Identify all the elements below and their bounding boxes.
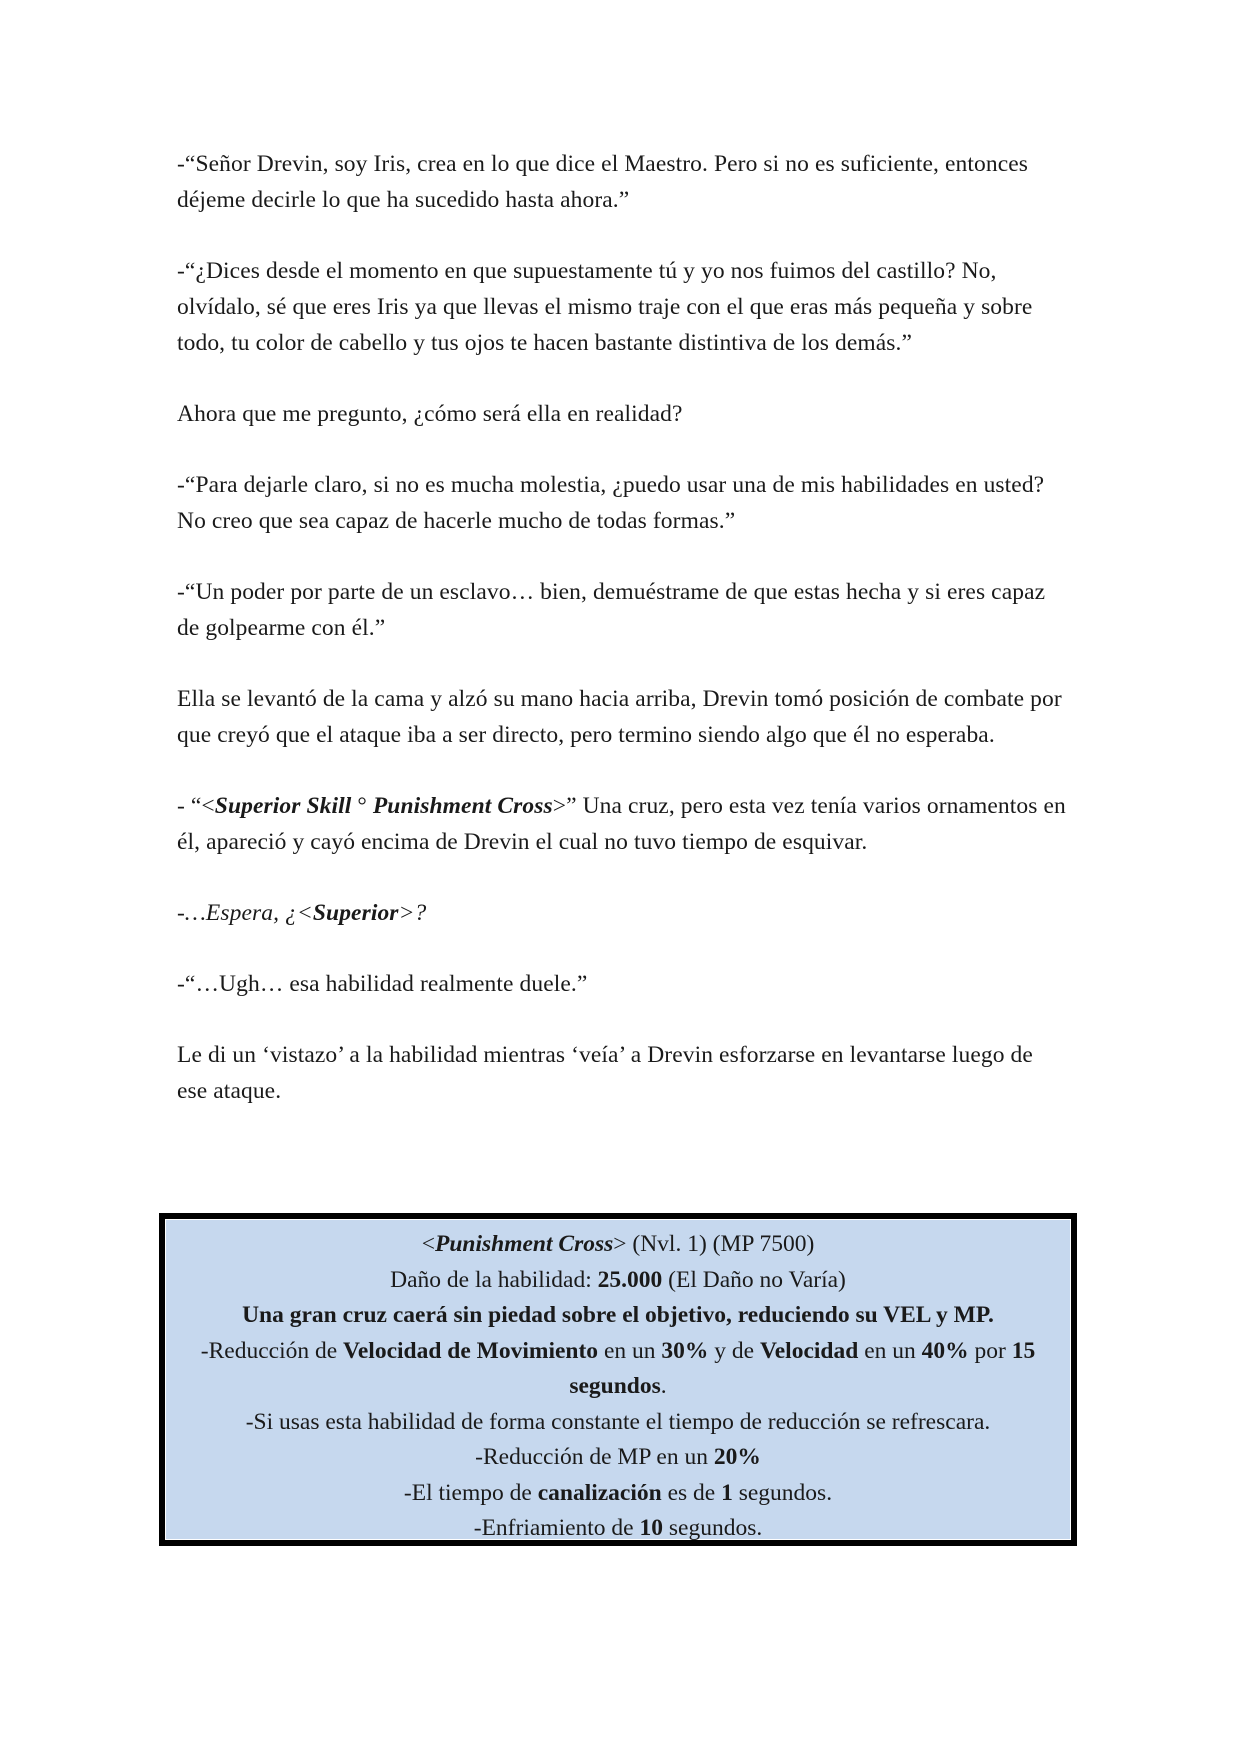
paragraph-text: - “< — [177, 793, 215, 819]
cooldown-text: -Enfriamiento de — [473, 1515, 640, 1541]
skill-cooldown-line — [174, 1511, 1062, 1547]
skill-title-bracket: < — [421, 1231, 435, 1257]
speed-text: -Reducción de — [200, 1337, 344, 1364]
speed-text: por — [968, 1337, 1012, 1364]
skill-description: Una gran cruz caerá sin piedad sobre el objetivo, reduciendo su VEL y MP. — [242, 1302, 994, 1328]
speed-stat-speed: Velocidad — [759, 1337, 859, 1364]
skill-title-line — [174, 1227, 1062, 1263]
paragraph-1 — [177, 146, 1067, 218]
skill-rank-name: Superior — [312, 900, 399, 926]
speed-duration: 15 segundos — [569, 1337, 1036, 1399]
skill-rank-name: Superior Skill — [214, 793, 352, 819]
paragraph-4 — [177, 467, 1067, 539]
paragraph-text: >? — [398, 900, 427, 926]
skill-speed-line — [174, 1334, 1062, 1405]
skill-info-content — [165, 1219, 1071, 1540]
paragraph-2 — [177, 253, 1067, 361]
speed-text: y de — [708, 1337, 760, 1364]
paragraph-3 — [177, 396, 1067, 432]
channel-text: segundos. — [732, 1479, 833, 1506]
paragraph-7-skill-cast — [177, 788, 1067, 860]
paragraph-text: -“Señor Drevin, soy Iris, crea en lo que dice el Maestro. Pero si no es suficiente, entonces déjeme decirle lo que ha sucedido hasta ahora.” — [177, 151, 1029, 213]
skill-channel-line — [174, 1476, 1062, 1512]
paragraph-9 — [177, 966, 1067, 1002]
damage-note: (El Daño no Varía) — [662, 1266, 846, 1293]
document-body — [177, 146, 1067, 1144]
speed-text: en un — [598, 1337, 662, 1364]
paragraph-text: Ella se levantó de la cama y alzó su mano hacia arriba, Drevin tomó posición de combate por que creyó que el ataque iba a ser directo, pero termino siendo algo que él no esperaba. — [177, 686, 1062, 748]
paragraph-5 — [177, 574, 1067, 646]
speed-text: . — [660, 1373, 667, 1399]
damage-label: Daño de la habilidad: — [390, 1266, 598, 1293]
damage-value: 25.000 — [597, 1266, 663, 1293]
speed-value-movement: 30% — [661, 1337, 709, 1364]
speed-stat-movement: Velocidad de Movimiento — [343, 1337, 599, 1364]
paragraph-text: -“…Ugh… esa habilidad realmente duele.” — [177, 971, 588, 997]
speed-text: en un — [858, 1337, 922, 1364]
paragraph-text: ° — [351, 793, 373, 819]
skill-name: Punishment Cross — [372, 793, 553, 819]
channel-label: canalización — [537, 1479, 662, 1506]
skill-title-name: Punishment Cross — [434, 1231, 614, 1257]
paragraph-text: -“Un poder por parte de un esclavo… bien, demuéstrame de que estas hecha y si eres capaz de golpearme con él.” — [177, 579, 1046, 641]
paragraph-text: Le di un ‘vistazo’ a la habilidad mientras ‘veía’ a Drevin esforzarse en levantarse luego de ese ataque. — [177, 1042, 1033, 1104]
paragraph-text: Ahora que me pregunto, ¿cómo será ella en realidad? — [177, 401, 683, 427]
speed-value-speed: 40% — [921, 1337, 969, 1364]
skill-info-box — [159, 1213, 1077, 1546]
paragraph-10 — [177, 1037, 1067, 1109]
paragraph-text: -“¿Dices desde el momento en que supuestamente tú y yo nos fuimos del castillo? No, olvídalo, sé que eres Iris ya que llevas el mismo traje con el que eras más pequeña y sobre todo, tu color de cabello y tus ojos te hacen bastante distintiva de los demás.” — [177, 258, 1033, 356]
mp-value: 20% — [713, 1444, 761, 1470]
skill-mp-line — [174, 1440, 1062, 1476]
mp-text: -Reducción de MP en un — [475, 1444, 714, 1470]
skill-damage-line — [174, 1263, 1062, 1299]
paragraph-text: -…Espera, ¿< — [177, 900, 313, 926]
cooldown-value: 10 — [639, 1515, 663, 1541]
channel-text: -El tiempo de — [403, 1479, 538, 1506]
paragraph-text: >” Una cruz, pero esta vez tenía varios ornamentos en él, apareció y cayó encima de Drevin el cual no tuvo tiempo de esquivar. — [177, 793, 1066, 855]
paragraph-6 — [177, 681, 1067, 753]
paragraph-8-thought — [177, 895, 1067, 931]
cooldown-text: segundos. — [663, 1515, 763, 1541]
skill-refresh-line: -Si usas esta habilidad de forma constante el tiempo de reducción se refrescara. — [245, 1408, 991, 1435]
skill-title-level-mp: > (Nvl. 1) (MP 7500) — [613, 1231, 815, 1257]
channel-value: 1 — [721, 1479, 733, 1506]
paragraph-text: -“Para dejarle claro, si no es mucha molestia, ¿puedo usar una de mis habilidades en usted? No creo que sea capaz de hacerle mucho de todas formas.” — [177, 472, 1045, 534]
channel-text: es de — [661, 1479, 722, 1506]
